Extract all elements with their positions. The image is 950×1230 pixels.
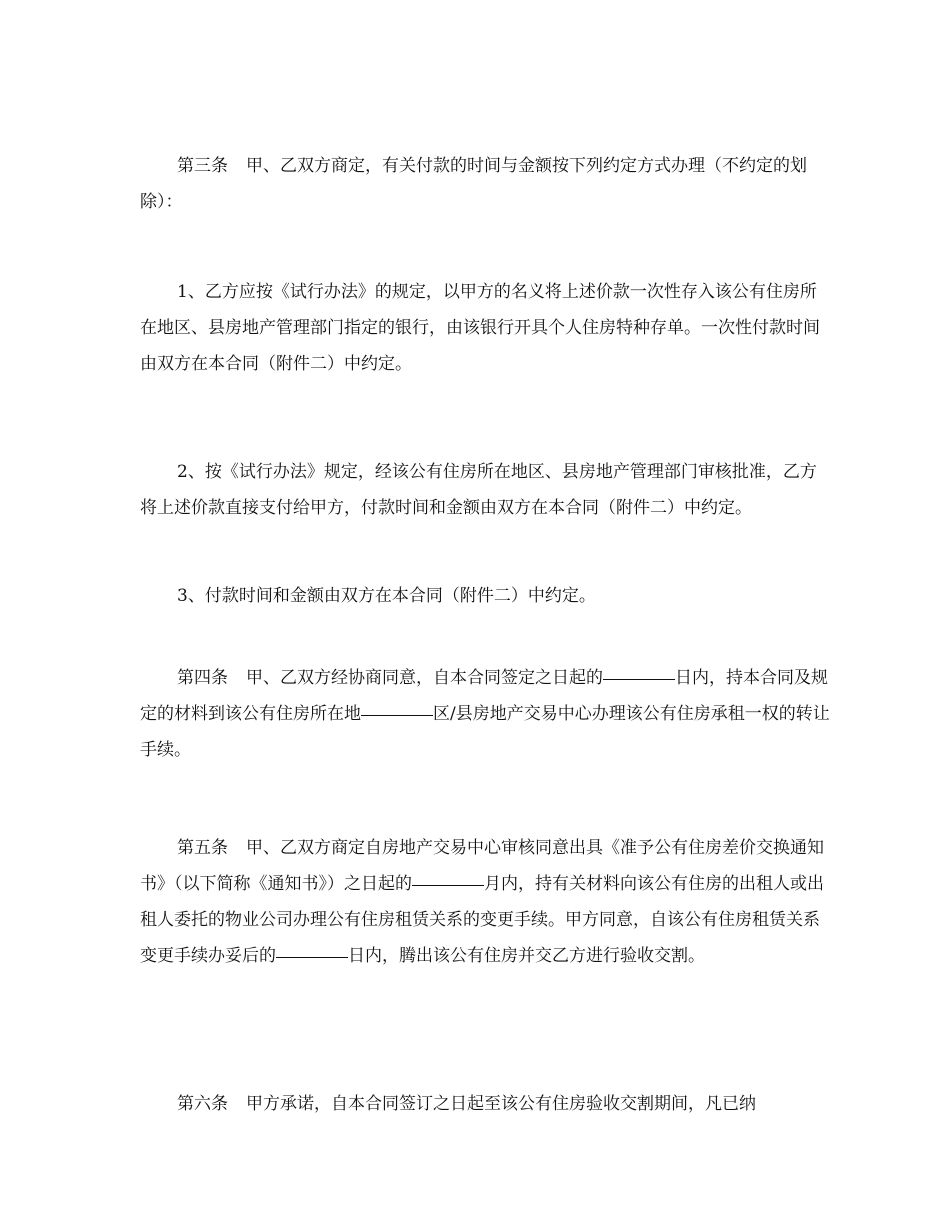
- article-5-text-1: 甲、乙双方商定自房地产交易中心审核同意出具《准予公有住房差价交换通知书》（以下简称《通知书》）之日起的: [140, 838, 824, 894]
- article-3: [140, 148, 830, 220]
- article-5: [140, 830, 830, 974]
- article-6-heading: 第六条: [177, 1094, 228, 1114]
- article-3-item-1: 1、乙方应按《试行办法》的规定，以甲方的名义将上述价款一次性存入该公有住房所在地区、县房地产管理部门指定的银行，由该银行开具个人住房特种存单。一次性付款时间由双方在本合同（附件二）中约定。: [140, 282, 820, 374]
- article-3-item-3: 3、付款时间和金额由双方在本合同（附件二）中约定。: [177, 586, 596, 606]
- article-3-heading: 第三条: [177, 156, 228, 176]
- article-3-item-2: 2、按《试行办法》规定，经该公有住房所在地区、县房地产管理部门审核批准，乙方将上述价款直接支付给甲方，付款时间和金额由双方在本合同（附件二）中约定。: [140, 462, 817, 518]
- article-4-text-1: 甲、乙双方经协商同意，自本合同签定之日起的: [246, 668, 603, 688]
- article-6: [140, 1086, 830, 1122]
- article-4-heading: 第四条: [177, 668, 228, 688]
- article-4: [140, 660, 830, 768]
- blank-field-days[interactable]: [603, 678, 675, 680]
- article-5-text-2: 月内，持有关材料向该公有住房的出租人或出租人委托的物业公司办理公有住房租赁关系的变更手续。甲方同意，自该公有住房租赁关系变更手续办妥后的: [140, 874, 824, 966]
- article-4-text-2: 日内，持本合同及规定的材料到该公有住房所在地: [140, 668, 828, 724]
- article-3-text: 甲、乙双方商定，有关付款的时间与金额按下列约定方式办理（不约定的划除）：: [140, 156, 807, 212]
- article-4-text-3: 区/县房地产交易中心办理该公有住房承租一权的转让手续。: [140, 704, 830, 760]
- article-6-text: 甲方承诺，自本合同签订之日起至该公有住房验收交割期间，凡已纳: [246, 1094, 756, 1114]
- blank-field-district[interactable]: [361, 714, 433, 716]
- article-5-heading: 第五条: [177, 838, 228, 858]
- blank-field-months[interactable]: [412, 884, 484, 886]
- blank-field-days-2[interactable]: [276, 956, 348, 958]
- article-5-text-3: 日内，腾出该公有住房并交乙方进行验收交割。: [348, 946, 705, 966]
